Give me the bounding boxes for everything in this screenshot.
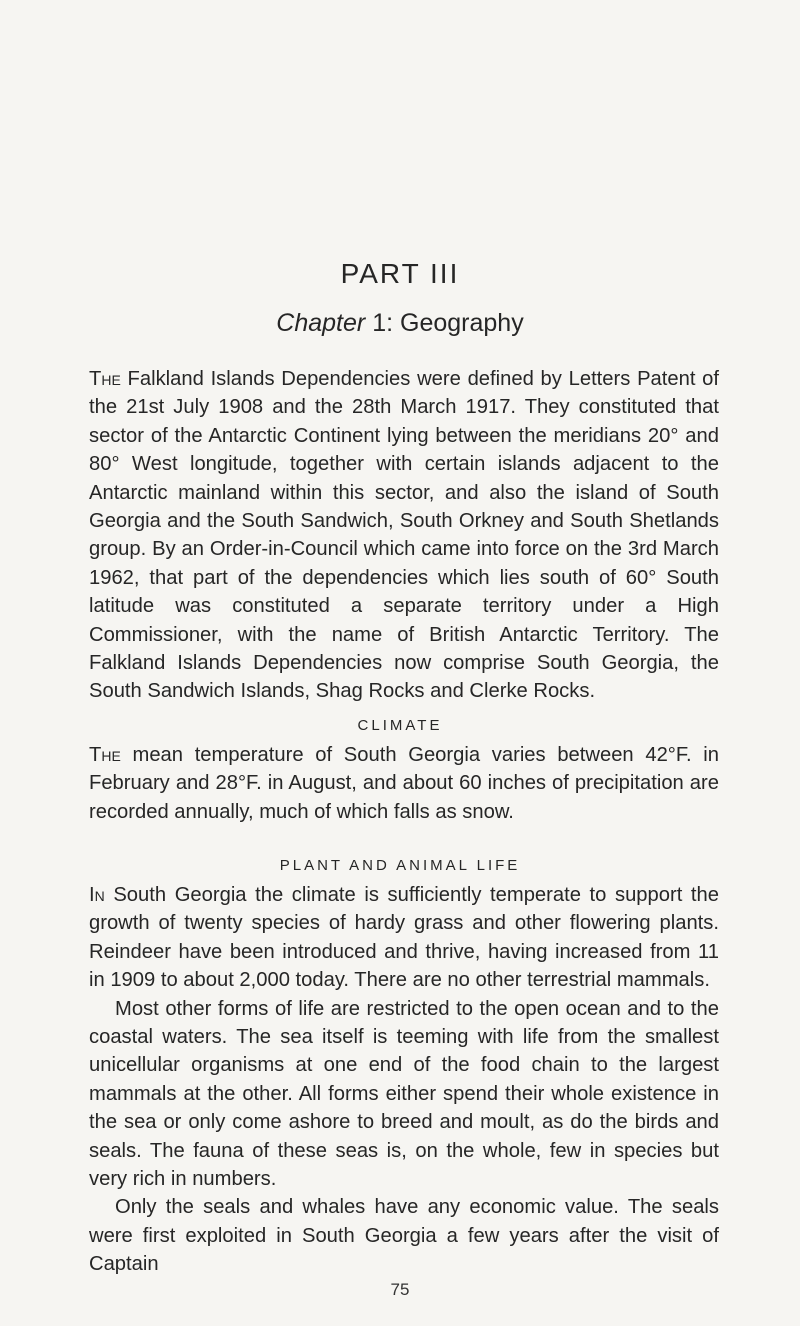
climate-heading: CLIMATE bbox=[357, 717, 443, 734]
intro-text: Falkland Islands Dependencies were defined by Letters Patent of the 21st July 1908 and the 28th March 1917. They constituted that sector of the Antarctic Continent lying between the meridians 20° and 80° West longitude, together with certain islands adjacent to the Antarctic mainland within this sector, and also the island of South Georgia and the South Sandwich, South Orkney and South Shetlands group. By an Order-in-Council which came into force on the 3rd March 1962, that part of the dependencies which lies south of 60° South latitude was constituted a separate territory under a High Commissioner, with the name of British Antarctic Territory. The Falkland Islands Dependencies now comprise South Georgia, the South Sandwich Islands, Shag Rocks and Clerke Rocks. bbox=[89, 368, 720, 703]
plant-animal-section bbox=[89, 881, 719, 1279]
page-number: 75 bbox=[390, 1280, 410, 1299]
climate-lead: The bbox=[89, 744, 121, 766]
intro-section bbox=[89, 365, 719, 706]
plant-animal-paragraph-3: Only the seals and whales have any economic value. The seals were first exploited in South Georgia a few years after the visit of Captain bbox=[89, 1196, 719, 1276]
intro-paragraph bbox=[89, 365, 719, 706]
plant-animal-text-1: South Georgia the climate is sufficiently temperate to support the growth of twenty species of hardy grass and other flowering plants. Reindeer have been introduced and thrive, having increased from 11 in 1909 to about 2,000 today. There are no other terrestrial mammals. bbox=[89, 884, 719, 992]
chapter-label: Chapter bbox=[276, 309, 366, 337]
climate-section bbox=[89, 741, 719, 826]
plant-animal-lead: In bbox=[89, 884, 105, 906]
climate-text: mean temperature of South Georgia varies between 42°F. in February and 28°F. in August, and about 60 inches of precipitation are recorded annually, much of which falls as snow. bbox=[89, 744, 720, 823]
climate-paragraph bbox=[89, 741, 719, 826]
chapter-separator: : bbox=[386, 309, 394, 337]
plant-animal-paragraph-1 bbox=[89, 881, 719, 995]
intro-lead: The bbox=[89, 368, 121, 390]
plant-animal-paragraph-2: Most other forms of life are restricted to the open ocean and to the coastal waters. The sea itself is teeming with life from the smallest unicellular organisms at one end of the food chain to the largest mammals at the other. All forms either spend their whole existence in the sea or only come ashore to breed and moult, as do the birds and seals. The fauna of these seas is, on the whole, few in species but very rich in numbers. bbox=[89, 997, 719, 1191]
chapter-name: Geography bbox=[400, 309, 524, 337]
chapter-title bbox=[0, 309, 800, 338]
chapter-number: 1 bbox=[372, 309, 387, 337]
part-title: PART III bbox=[340, 258, 460, 289]
plant-animal-heading: PLANT AND ANIMAL LIFE bbox=[279, 857, 521, 874]
